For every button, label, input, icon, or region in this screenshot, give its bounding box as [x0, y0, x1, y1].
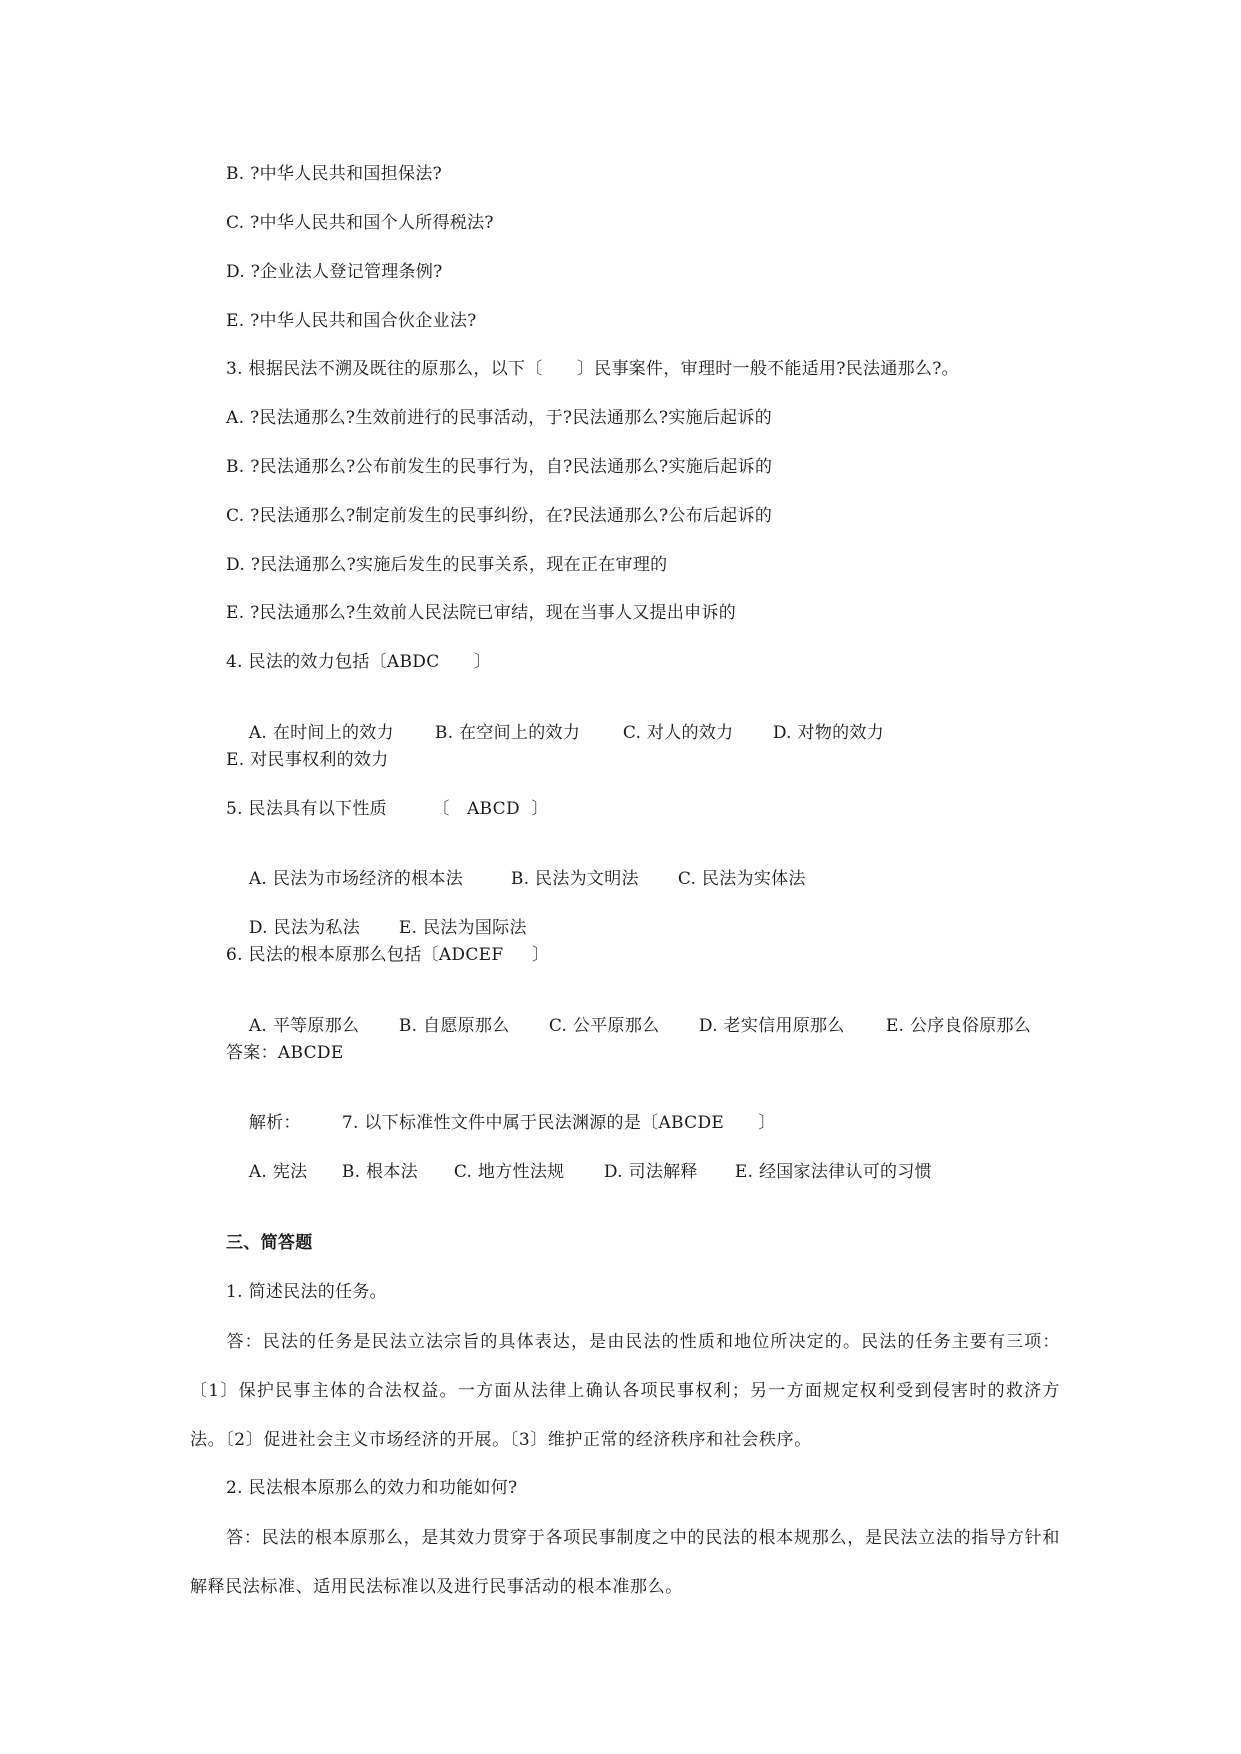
q7-question: 7. 以下标准性文件中属于民法渊源的是〔ABCDE 〕: [341, 1113, 776, 1133]
q3-option-e: E. ?民法通那么?生效前人民法院已审结，现在当事人又提出申诉的: [226, 603, 737, 623]
q4-option-c: C. 对人的效力: [622, 723, 734, 743]
q3-question: 3. 根据民法不溯及既往的原那么，以下〔 〕民事案件，审理时一般不能适用?民法通那么?。: [226, 359, 959, 379]
short-answer-2: [190, 1514, 1060, 1612]
q7-option-c: C. 地方性法规: [453, 1162, 565, 1182]
q5-option-c: C. 民法为实体法: [677, 869, 806, 889]
q6-option-a: A. 平等原那么: [248, 1016, 360, 1036]
q2-option-d: D. ?企业法人登记管理条例?: [226, 262, 443, 282]
q6-question: 6. 民法的根本原那么包括〔ADCEF 〕: [226, 945, 550, 965]
q6-option-e: E. 公序良俗原那么: [885, 1016, 1032, 1036]
q6-option-b: B. 自愿原那么: [398, 1016, 510, 1036]
q5-option-b: B. 民法为文明法: [510, 869, 639, 889]
q5-question: 5. 民法具有以下性质 〔 ABCD 〕: [226, 799, 549, 819]
section-heading: 三、简答题: [226, 1233, 313, 1253]
q7-option-a: A. 宪法: [248, 1162, 308, 1182]
q3-option-d: D. ?民法通那么?实施后发生的民事关系，现在正在审理的: [226, 555, 668, 575]
q3-option-c: C. ?民法通那么?制定前发生的民事纠纷，在?民法通那么?公布后起诉的: [226, 506, 773, 526]
short-question-2: 2. 民法根本原那么的效力和功能如何?: [226, 1478, 518, 1498]
short-answer-1-text: 答：民法的任务是民法立法宗旨的具体表达，是由民法的性质和地位所决定的。民法的任务主要有三项：〔1〕保护民事主体的合法权益。一方面从法律上确认各项民事权利；另一方面规定权利受到侵害时的救济方法。〔2〕促进社会主义市场经济的开展。〔3〕维护正常的经济秩序和社会秩序。: [190, 1332, 1060, 1450]
q6-option-c: C. 公平原那么: [548, 1016, 660, 1036]
q4-option-e: E. 对民事权利的效力: [226, 750, 389, 770]
q5-option-e: E. 民法为国际法: [398, 918, 527, 938]
q4-option-b: B. 在空间上的效力: [434, 723, 581, 743]
q7-analysis-label: 解析：: [248, 1113, 301, 1133]
q3-option-a: A. ?民法通那么?生效前进行的民事活动，于?民法通那么?实施后起诉的: [226, 408, 773, 428]
short-answer-2-text: 答：民法的根本原那么，是其效力贯穿于各项民事制度之中的民法的根本规那么，是民法立法的指导方针和解释民法标准、适用民法标准以及进行民事活动的根本准那么。: [190, 1528, 1060, 1597]
q7-option-d: D. 司法解释: [603, 1162, 698, 1182]
q7-option-b: B. 根本法: [341, 1162, 418, 1182]
q2-option-b: B. ?中华人民共和国担保法?: [226, 164, 443, 184]
q7-option-e: E. 经国家法律认可的习惯: [734, 1162, 932, 1182]
q3-option-b: B. ?民法通那么?公布前发生的民事行为，自?民法通那么?实施后起诉的: [226, 457, 773, 477]
q4-question: 4. 民法的效力包括〔ABDC 〕: [226, 652, 492, 672]
q4-option-d: D. 对物的效力: [772, 723, 885, 743]
q6-option-d: D. 老实信用原那么: [698, 1016, 845, 1036]
q5-option-d: D. 民法为私法: [248, 918, 361, 938]
q2-option-c: C. ?中华人民共和国个人所得税法?: [226, 213, 494, 233]
short-answer-1: [190, 1318, 1060, 1465]
q4-option-a: A. 在时间上的效力: [248, 723, 394, 743]
short-question-1: 1. 简述民法的任务。: [226, 1282, 387, 1302]
q6-options-row: [226, 993, 1031, 1059]
q5-option-a: A. 民法为市场经济的根本法: [248, 869, 464, 889]
q7-options-row: [226, 1139, 932, 1205]
q6-answer: 答案：ABCDE: [226, 1043, 344, 1063]
q2-option-e: E. ?中华人民共和国合伙企业法?: [226, 311, 477, 331]
